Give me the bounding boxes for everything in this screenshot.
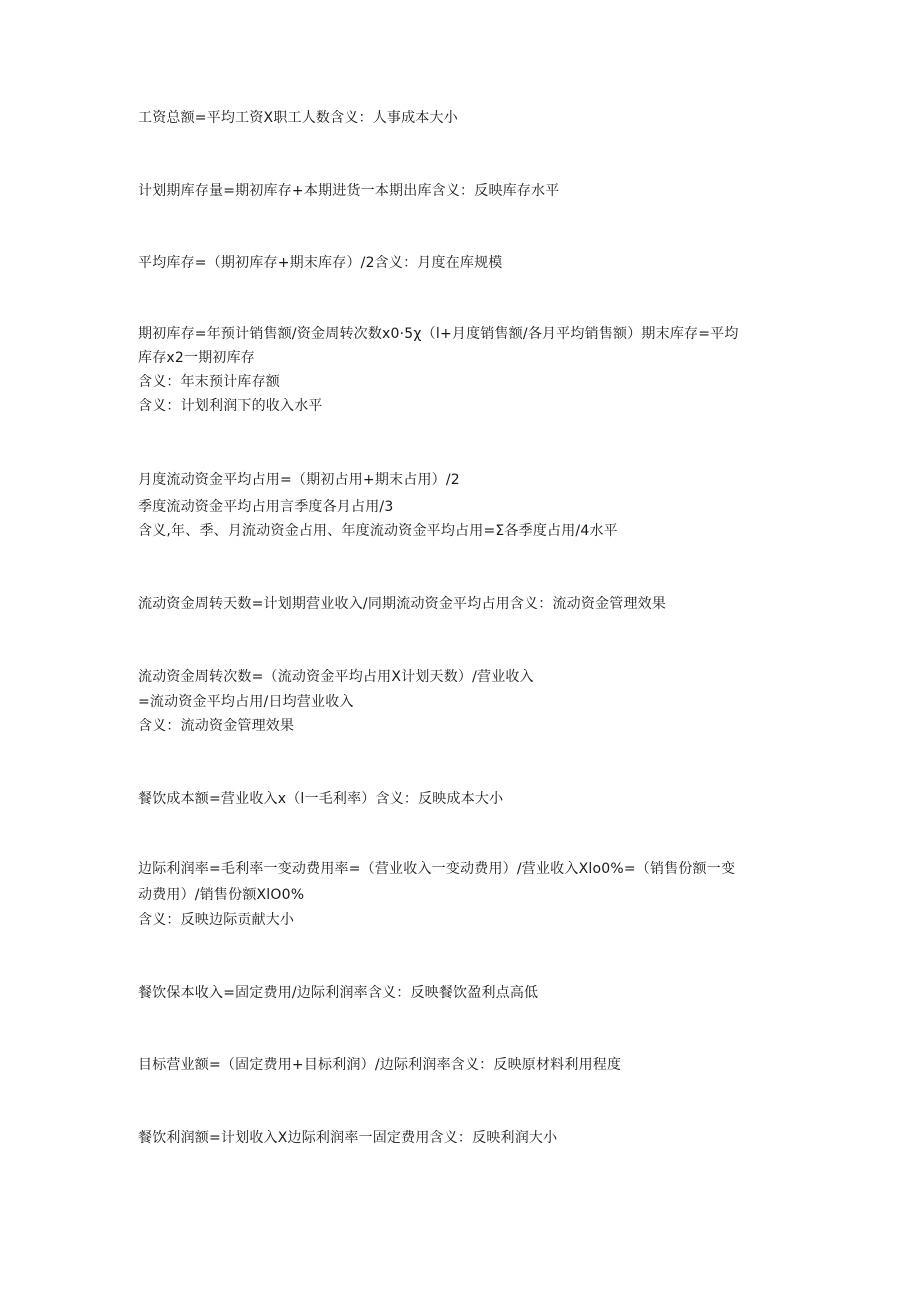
text-line: 餐饮保本收入=固定费用/边际利润率含义：反映餐饮盈利点高低 <box>138 985 539 1001</box>
text-line: 目标营业额=（固定费用+目标利润）/边际利润率含义：反映原材料利用程度 <box>138 1057 622 1073</box>
text-line: 动费用）/销售份额XlO0% <box>138 887 305 903</box>
text-line: 季度流动资金平均占用言季度各月占用/3 <box>138 499 394 515</box>
text-line: 含义：反映边际贡献大小 <box>138 912 295 928</box>
text-line: 流动资金周转次数=（流动资金平均占用X计划天数）/营业收入 <box>138 669 534 685</box>
text-line: 含义,年、季、月流动资金占用、年度流动资金平均占用=Σ各季度占用/4水平 <box>138 523 618 539</box>
text-line: 工资总额=平均工资X职工人数含义：人事成本大小 <box>138 110 458 126</box>
text-line: 含义：计划利润下的收入水平 <box>138 398 323 414</box>
text-line: 库存x2一期初库存 <box>138 350 255 366</box>
text-line: 边际利润率=毛利率一变动费用率=（营业收入一变动费用）/营业收入Xlo0%=（销售份额一变 <box>138 861 736 877</box>
text-line: 计划期库存量=期初库存+本期进货一本期出库含义：反映库存水平 <box>138 183 560 199</box>
text-line: 餐饮成本额=营业收入x（l一毛利率）含义：反映成本大小 <box>138 791 504 807</box>
text-line: 月度流动资金平均占用=（期初占用+期末占用）/2 <box>138 472 460 488</box>
text-line: 流动资金周转天数=计划期营业收入/同期流动资金平均占用含义：流动资金管理效果 <box>138 596 667 612</box>
text-line: 期初库存=年预计销售额/资金周转次数x0·5χ（l+月度销售额/各月平均销售额）期末库存=平均 <box>138 326 739 342</box>
text-line: 平均库存=（期初库存+期末库存）/2含义：月度在库规模 <box>138 255 503 271</box>
text-line: 含义：流动资金管理效果 <box>138 718 295 734</box>
text-line: 餐饮利润额=计划收入X边际利润率一固定费用含义：反映利润大小 <box>138 1130 558 1146</box>
text-line: 含义：年末预计库存额 <box>138 374 280 390</box>
text-line: =流动资金平均占用/日均营业收入 <box>138 694 354 710</box>
